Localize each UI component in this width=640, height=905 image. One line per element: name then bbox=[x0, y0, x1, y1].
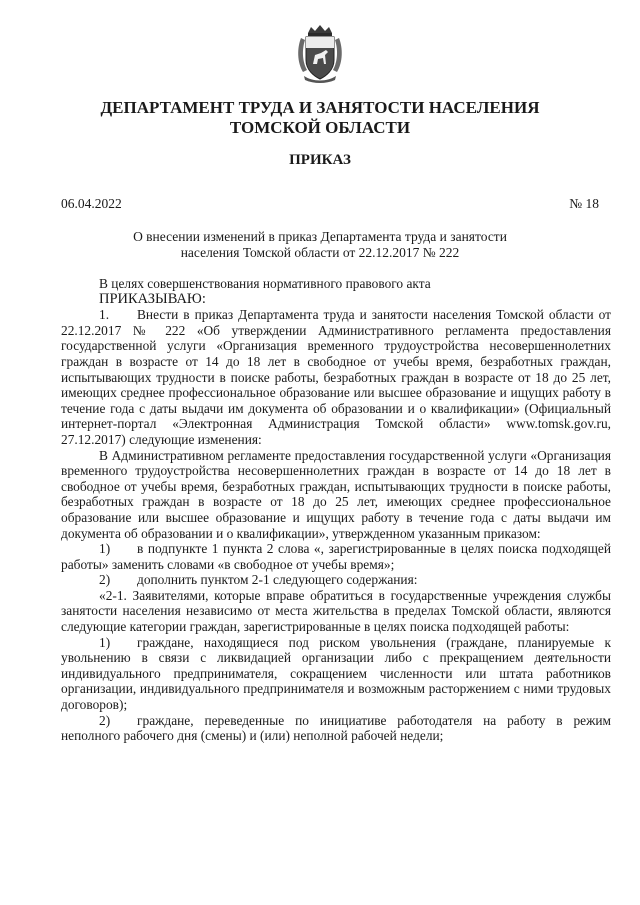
item-1-text: Внести в приказ Департамента труда и занятости населения Томской области от 22.12.2017 № 222 «Об утверждении Административного регламента предоставления государственной услуги «Организация временного трудоустройства несовершеннолетних граждан в возрасте от 14 до 18 лет в свободное от учебы время, безработных граждан, испытывающих трудности в поиске работы, безработных граждан в возрасте от 18 до 25 лет, имеющих среднее профессиональное образование или высшее образование и ищущих работу в течение года с даты выдачи им документа об образовании и о квалификации» (Официальный интернет-портал «Электронная Администрация Томской области» www.tomsk.gov.ru, 27.12.2017) следующие изменения: bbox=[61, 307, 611, 447]
item-1 bbox=[61, 307, 611, 447]
order-word: ПРИКАЗЫВАЮ: bbox=[99, 290, 206, 307]
subitem-1-number: 1) bbox=[99, 541, 111, 557]
item-1-number: 1. bbox=[99, 307, 110, 323]
subitem-2 bbox=[61, 572, 611, 588]
document-number: № 18 bbox=[569, 196, 599, 211]
quoted-clause: «2-1. Заявителями, которые вправе обратиться в государственные учреждения службы занятости населения независимо от места жительства в пределах Томской области, являются следующие категории граждан, зарегистрированные в целях поиска подходящей работы: bbox=[61, 587, 611, 635]
coat-of-arms-emblem bbox=[295, 24, 345, 84]
quoted-subitem-1-number: 1) bbox=[99, 634, 111, 650]
document-body bbox=[61, 276, 611, 744]
subject-line2: населения Томской области от 22.12.2017 № 222 bbox=[180, 245, 460, 260]
intro-paragraph: В целях совершенствования нормативного правового акта bbox=[99, 276, 431, 291]
organization-name-line1: ДЕПАРТАМЕНТ ТРУДА И ЗАНЯТОСТИ НАСЕЛЕНИЯ bbox=[100, 98, 540, 117]
subitem-1-text: в подпункте 1 пункта 2 слова «, зарегистрированные в целях поиска подходящей работы» заменить словами «в свободное от учебы время»; bbox=[61, 541, 611, 572]
subject-line1: О внесении изменений в приказ Департамента труда и занятости bbox=[133, 229, 507, 244]
document-date: 06.04.2022 bbox=[61, 196, 122, 211]
subitem-1 bbox=[61, 541, 611, 572]
subitem-2-number: 2) bbox=[99, 572, 111, 588]
document-subject bbox=[120, 229, 520, 261]
quoted-subitem-1-text: граждане, находящиеся под риском увольнения (граждане, планируемые к увольнению в связи с ликвидацией организации либо с прекращением деятельности индивидуального предпринимателя, сокращением численности или штата работников организации, индивидуального предпринимателя и возможным расторжением с ними трудовых договоров); bbox=[61, 634, 611, 713]
quoted-subitem-2 bbox=[61, 713, 611, 744]
quoted-subitem-1 bbox=[61, 635, 611, 713]
quoted-subitem-2-text: граждане, переведенные по инициативе работодателя на работу в режим неполного рабочего дня (смены) и (или) неполной рабочей недели; bbox=[61, 712, 611, 744]
regulation-paragraph: В Административном регламенте предоставления государственной услуги «Организация временного трудоустройства несовершеннолетних граждан в возрасте от 14 до 18 лет в свободное от учебы время, безработных граждан, испытывающих трудности в поиске работы, безработных граждан в возрасте от 18 до 25 лет, имеющих среднее профессиональное образование или высшее образование и ищущих работу в течение года с даты выдачи им документа об образовании и о квалификации», утвержденном указанным приказом: bbox=[61, 447, 611, 541]
quoted-subitem-2-number: 2) bbox=[99, 712, 111, 728]
organization-name-line2: ТОМСКОЙ ОБЛАСТИ bbox=[229, 118, 411, 137]
document-type: ПРИКАЗ bbox=[289, 152, 351, 168]
subitem-2-text: дополнить пунктом 2-1 следующего содержания: bbox=[137, 572, 418, 588]
